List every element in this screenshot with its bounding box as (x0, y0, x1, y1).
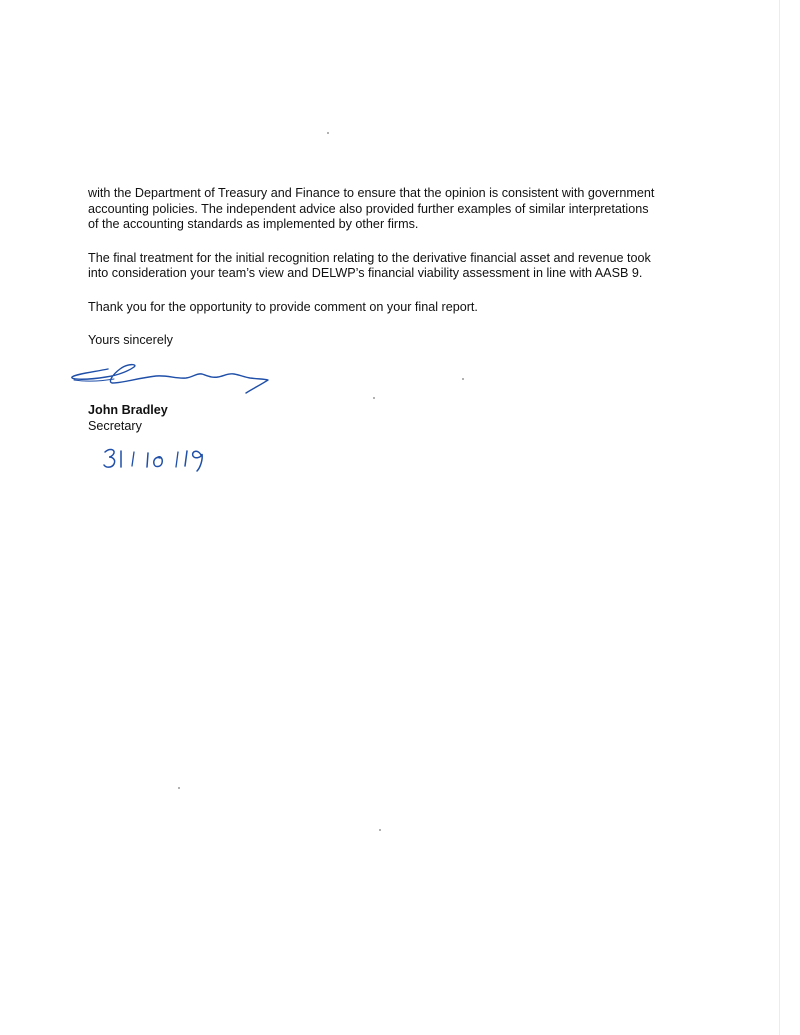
signer-title: Secretary (88, 419, 142, 433)
letter-paragraph: with the Department of Treasury and Finance to ensure that the opinion is consistent with government accounting policies. The independent advice also provided further examples of similar interpretations of the accounting standards as implemented by other firms. (88, 186, 655, 231)
letter-paragraph: Thank you for the opportunity to provide comment on your final report. (88, 299, 478, 314)
closing-salutation: Yours sincerely (88, 333, 173, 347)
signer-name: John Bradley (88, 403, 168, 417)
letter-paragraph: The final treatment for the initial recognition relating to the derivative financial asset and revenue took into consideration your team’s view and DELWP’s financial viability assessment in line with AASB 9. (88, 250, 651, 280)
scan-speck (327, 132, 329, 134)
scan-speck (379, 829, 381, 831)
handwritten-signature (68, 355, 273, 400)
scan-speck (373, 397, 375, 399)
scan-edge-line (779, 0, 780, 1035)
scan-speck (178, 787, 180, 789)
handwritten-date (100, 440, 215, 474)
letter-body (88, 186, 688, 349)
scan-speck (462, 378, 464, 380)
